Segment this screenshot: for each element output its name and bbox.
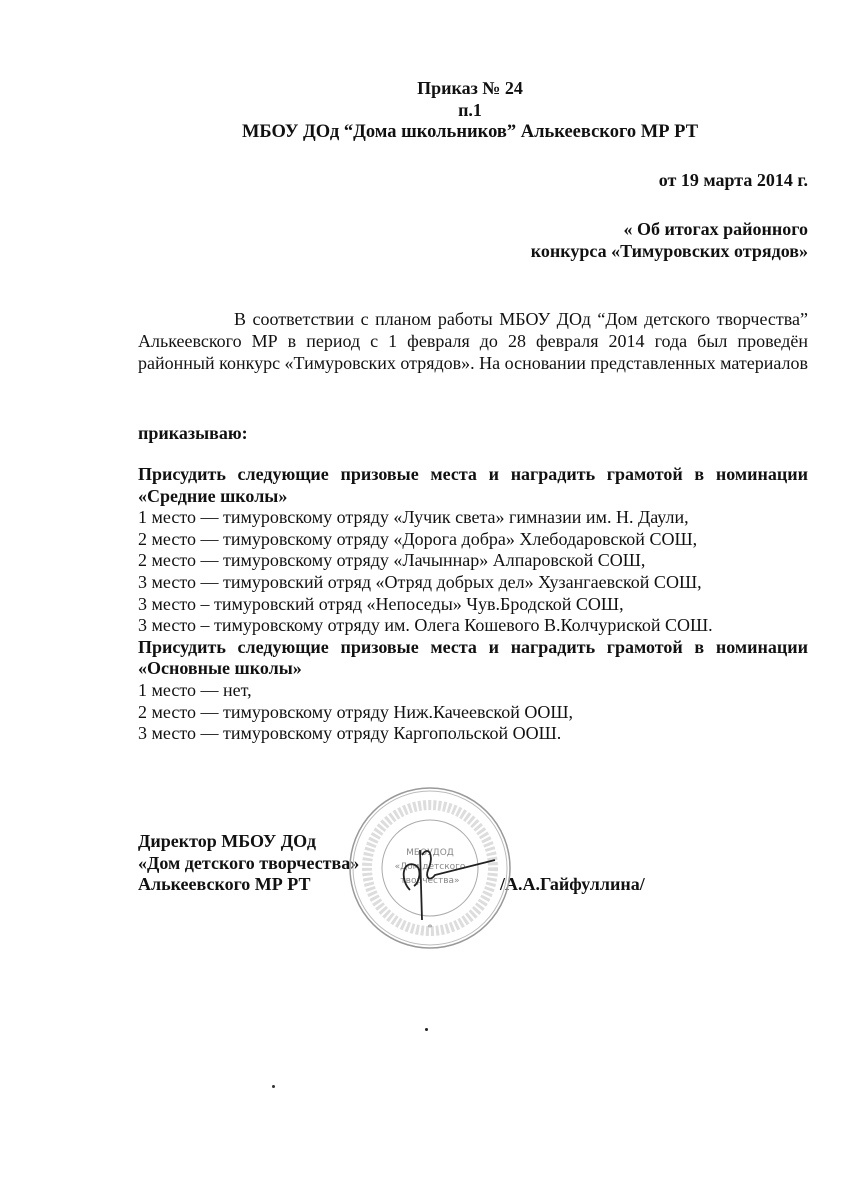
handwritten-signature: [380, 820, 510, 935]
subject-line-2: конкурса «Тимуровских отрядов»: [530, 241, 808, 261]
list-item: 2 место — тимуровскому отряду Ниж.Качеевской ООШ,: [138, 701, 574, 722]
order-item: п.1: [458, 100, 482, 120]
list-item: 1 место — тимуровскому отряду «Лучик света» гимназии им. Н. Даули,: [138, 507, 689, 528]
scan-speck: [272, 1085, 275, 1088]
document-header: [0, 77, 849, 143]
section-heading: Присудить следующие призовые места и наградить грамотой в номинации «Средние школы»: [138, 464, 808, 506]
signatory-district: Алькеевского МР РТ: [138, 874, 311, 895]
list-item: 3 место — тимуровский отряд «Отряд добрых дел» Хузангаевской СОШ,: [138, 571, 702, 592]
list-item: 2 место — тимуровскому отряду «Лачыннар» Алпаровской СОШ,: [138, 550, 646, 571]
order-title: Приказ № 24: [417, 78, 523, 98]
subject-line-1: « Об итогах районного: [623, 219, 808, 239]
organization-name: МБОУ ДОд “Дома школьников” Алькеевского МР РТ: [241, 122, 699, 142]
svg-text:МБОУДОД: МБОУДОД: [406, 848, 454, 858]
signatory-block: [138, 831, 359, 896]
svg-text:«Дом детского: «Дом детского: [394, 862, 466, 872]
list-item: 3 место — тимуровскому отряду Каргопольской ООШ.: [138, 723, 562, 744]
signatory-name: /А.А.Гайфуллина/: [500, 874, 645, 894]
svg-text:*: *: [427, 923, 433, 934]
order-subject: [531, 218, 808, 262]
list-item: 2 место — тимуровскому отряду «Дорога добра» Хлебодаровской СОШ,: [138, 528, 698, 549]
section-heading: Присудить следующие призовые места и наградить грамотой в номинации «Основные школы»: [138, 636, 808, 679]
intro-paragraph: В соответствии с планом работы МБОУ ДОд “Дом детского творчества” Алькеевского МР в период с 1 февраля до 28 февраля 2014 года был проведён районный конкурс «Тимуровских отрядов». На основании представленных материалов: [138, 309, 808, 373]
awards-list: [138, 464, 808, 745]
signatory-title: Директор МБОУ ДОд: [138, 831, 316, 851]
list-item: 3 место – тимуровский отряд «Непоседы» Чув.Бродской СОШ,: [138, 593, 624, 614]
signatory-org: «Дом детского творчества»: [138, 852, 360, 873]
list-item: 1 место — нет,: [138, 679, 252, 700]
order-date: от 19 марта 2014 г.: [658, 170, 808, 190]
list-item: 3 место – тимуровскому отряду им. Олега Кошевого В.Колчуриской СОШ.: [138, 615, 713, 636]
order-word: приказываю:: [138, 423, 248, 443]
svg-text:творчества»: творчества»: [400, 876, 460, 886]
scan-speck: [425, 1028, 428, 1031]
